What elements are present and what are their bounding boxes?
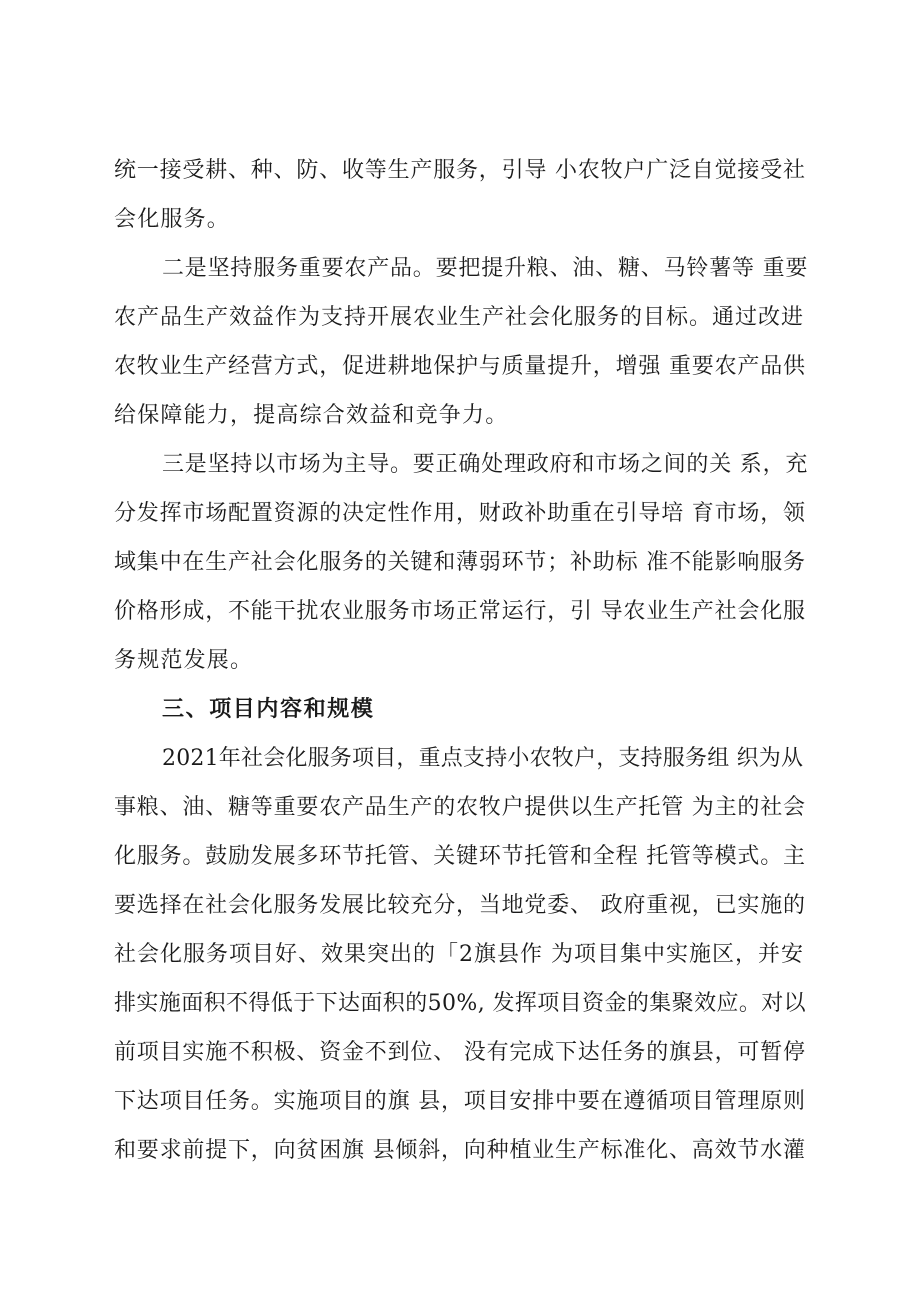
- text-line: 会化服务。: [114, 207, 231, 232]
- text-line: 农牧业生产经营方式，促进耕地保护与质量提升，增强 重要农产品供: [114, 354, 806, 379]
- text-line: 农产品生产效益作为支持开展农业生产社会化服务的目标。通过改进: [114, 305, 805, 330]
- text-line: 要选择在社会化服务发展比较充分，当地党委、 政府重视，已实施的: [114, 893, 806, 918]
- text-line: 和要求前提下，向贫困旗 县倾斜，向种植业生产标准化、高效节水灌: [114, 1138, 806, 1163]
- text-line: 务规范发展。: [114, 648, 254, 673]
- text-line: 统一接受耕、种、防、收等生产服务，引导 小农牧户广泛自觉接受社: [114, 158, 806, 183]
- text-line: 排实施面积不得低于下达面积的50%, 发挥项目资金的集聚效应。对以: [114, 991, 807, 1016]
- paragraph-start-line: 二是坚持服务重要农产品。要把提升粮、油、糖、马铃薯等 重要: [162, 256, 809, 281]
- text-line: 分发挥市场配置资源的决定性作用，财政补助重在引导培 育市场，领: [114, 501, 806, 526]
- text-line: 化服务。鼓励发展多环节托管、关键环节托管和全程 托管等模式。主: [114, 844, 806, 869]
- text-line: 社会化服务项目好、效果突出的「2旗县作 为项目集中实施区，并安: [114, 942, 804, 967]
- section-heading: 三、项目内容和规模: [162, 697, 375, 722]
- text-line: 前项目实施不积极、资金不到位、 没有完成下达任务的旗县，可暂停: [114, 1040, 806, 1065]
- text-line: 给保障能力，提高综合效益和竞争力。: [114, 403, 509, 428]
- text-line: 域集中在生产社会化服务的关键和薄弱环节；补助标 准不能影响服务: [114, 550, 806, 575]
- text-line: 事粮、油、糖等重要农产品生产的农牧户提供以生产托管 为主的社会: [114, 795, 806, 820]
- paragraph-start-line: 2021年社会化服务项目，重点支持小农牧户，支持服务组 织为从: [162, 746, 804, 771]
- text-line: 下达项目任务。实施项目的旗 县，项目安排中要在遵循项目管理原则: [114, 1089, 806, 1114]
- text-line: 价格形成，不能干扰农业服务市场正常运行，引 导农业生产社会化服: [114, 599, 806, 624]
- paragraph-start-line: 三是坚持以市场为主导。要正确处理政府和市场之间的关 系，充: [162, 452, 809, 477]
